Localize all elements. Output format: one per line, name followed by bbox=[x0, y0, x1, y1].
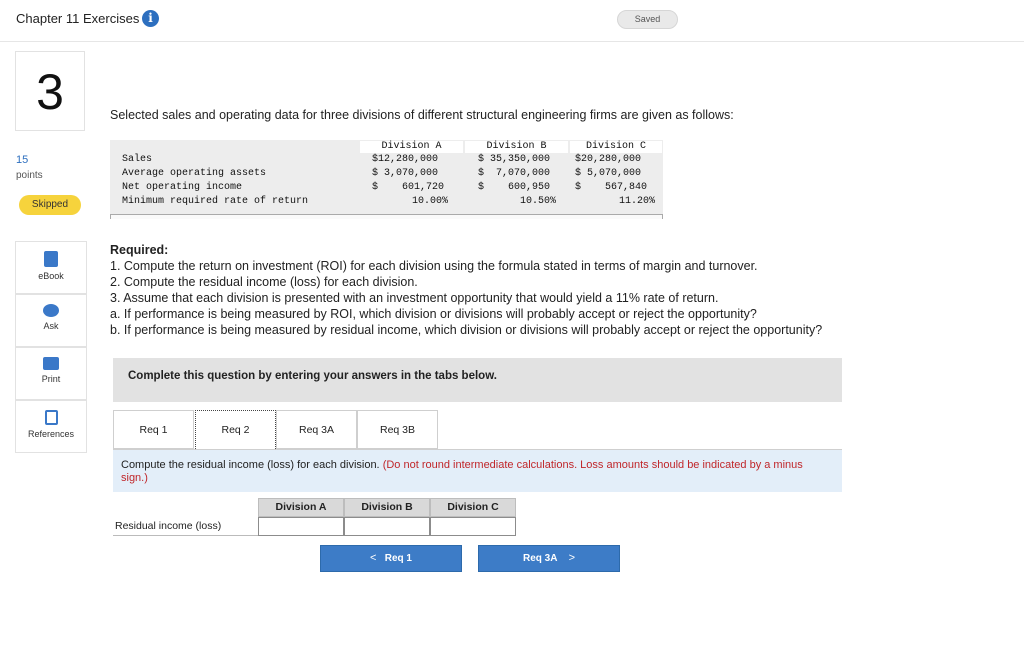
next-req-label: Req 3A bbox=[522, 553, 558, 564]
residual-income-division-b-input[interactable] bbox=[344, 517, 430, 536]
tab-req-3a[interactable]: Req 3A bbox=[276, 410, 357, 449]
data-cell: $ 35,350,000 bbox=[478, 154, 551, 165]
data-cell: $ 3,070,000 bbox=[372, 168, 439, 179]
points-value: 15 bbox=[16, 154, 29, 166]
ask-button[interactable] bbox=[15, 294, 87, 347]
points-label: points bbox=[16, 170, 43, 181]
required-item: b. If performance is being measured by residual income, which division or divisions will probably accept or reject the opportunity? bbox=[110, 323, 823, 337]
required-item: 1. Compute the return on investment (ROI) for each division using the formula stated in terms of margin and turnover. bbox=[110, 259, 758, 273]
data-cell: $12,280,000 bbox=[372, 154, 439, 165]
tab-req-3b[interactable]: Req 3B bbox=[357, 410, 438, 449]
residual-income-division-a-input[interactable] bbox=[258, 517, 344, 536]
data-row-label: Average operating assets bbox=[122, 168, 267, 179]
references-label: References bbox=[27, 429, 75, 439]
prompt-text-container bbox=[121, 459, 821, 485]
next-req-button[interactable] bbox=[478, 545, 620, 572]
answer-col-header: Division A bbox=[258, 498, 344, 517]
required-section bbox=[110, 242, 822, 338]
data-col-header: Division C bbox=[570, 141, 662, 153]
prev-req-label: Req 1 bbox=[384, 553, 412, 564]
print-button[interactable] bbox=[15, 347, 87, 400]
references-button[interactable] bbox=[15, 400, 87, 453]
answer-col-header: Division C bbox=[430, 498, 516, 517]
data-cell: $ 7,070,000 bbox=[478, 168, 551, 179]
data-row-label: Net operating income bbox=[122, 182, 243, 193]
data-row-label: Minimum required rate of return bbox=[122, 196, 309, 207]
ask-label: Ask bbox=[43, 321, 59, 331]
required-item: 3. Assume that each division is presented with an investment opportunity that would yield a 11% rate of return. bbox=[110, 291, 719, 305]
info-icon[interactable]: i bbox=[142, 10, 159, 27]
answer-col-header: Division B bbox=[344, 498, 430, 517]
instruction-banner bbox=[113, 358, 842, 402]
data-row-label: Sales bbox=[122, 154, 153, 165]
chevron-right-icon: > bbox=[568, 552, 575, 564]
residual-income-division-c-input[interactable] bbox=[430, 517, 516, 536]
question-number: 3 bbox=[15, 51, 85, 131]
instruction-text: Complete this question by entering your answers in the tabs below. bbox=[128, 370, 497, 382]
data-cell: $ 567,840 bbox=[575, 182, 648, 193]
data-cell: 10.00% bbox=[411, 196, 448, 207]
data-col-header: Division A bbox=[360, 141, 463, 153]
prompt-text: Compute the residual income (loss) for each division. bbox=[121, 459, 380, 471]
saved-status-badge: Saved bbox=[617, 10, 678, 29]
tab-req-2[interactable]: Req 2 bbox=[195, 410, 276, 449]
chevron-left-icon: < bbox=[369, 552, 377, 564]
skipped-badge: Skipped bbox=[19, 195, 81, 215]
prompt-note: (Do not round intermediate calculations. Loss amounts should be indicated by a minus sign.) bbox=[121, 459, 803, 484]
required-item: a. If performance is being measured by ROI, which division or divisions will probably accept or reject the opportunity? bbox=[110, 307, 757, 321]
prev-req-button[interactable] bbox=[320, 545, 462, 572]
answer-row-label: Residual income (loss) bbox=[113, 517, 258, 536]
top-bar bbox=[0, 0, 1024, 42]
data-cell: $ 5,070,000 bbox=[575, 168, 642, 179]
page-title: Chapter 11 Exercises bbox=[16, 11, 140, 26]
data-col-header: Division B bbox=[465, 141, 568, 153]
tab-req-1[interactable]: Req 1 bbox=[113, 410, 194, 449]
required-item: 2. Compute the residual income (loss) for each division. bbox=[110, 275, 418, 289]
data-cell: 11.20% bbox=[618, 196, 655, 207]
ebook-label: eBook bbox=[38, 271, 64, 281]
printer-icon bbox=[43, 357, 59, 370]
data-cell: $ 601,720 bbox=[372, 182, 445, 193]
print-label: Print bbox=[41, 374, 61, 384]
chat-bubble-icon bbox=[43, 304, 59, 317]
data-cell: $20,280,000 bbox=[575, 154, 642, 165]
ebook-button[interactable] bbox=[15, 241, 87, 294]
data-cell: $ 600,950 bbox=[478, 182, 551, 193]
data-table bbox=[110, 140, 663, 214]
required-heading: Required: bbox=[110, 243, 169, 257]
question-intro: Selected sales and operating data for three divisions of different structural engineering firms are given as follows: bbox=[110, 108, 734, 122]
question-prompt-box bbox=[113, 449, 842, 492]
data-cell: 10.50% bbox=[519, 196, 556, 207]
table-scrollbar[interactable] bbox=[110, 214, 663, 219]
book-icon bbox=[44, 251, 58, 267]
documents-icon bbox=[45, 410, 58, 425]
